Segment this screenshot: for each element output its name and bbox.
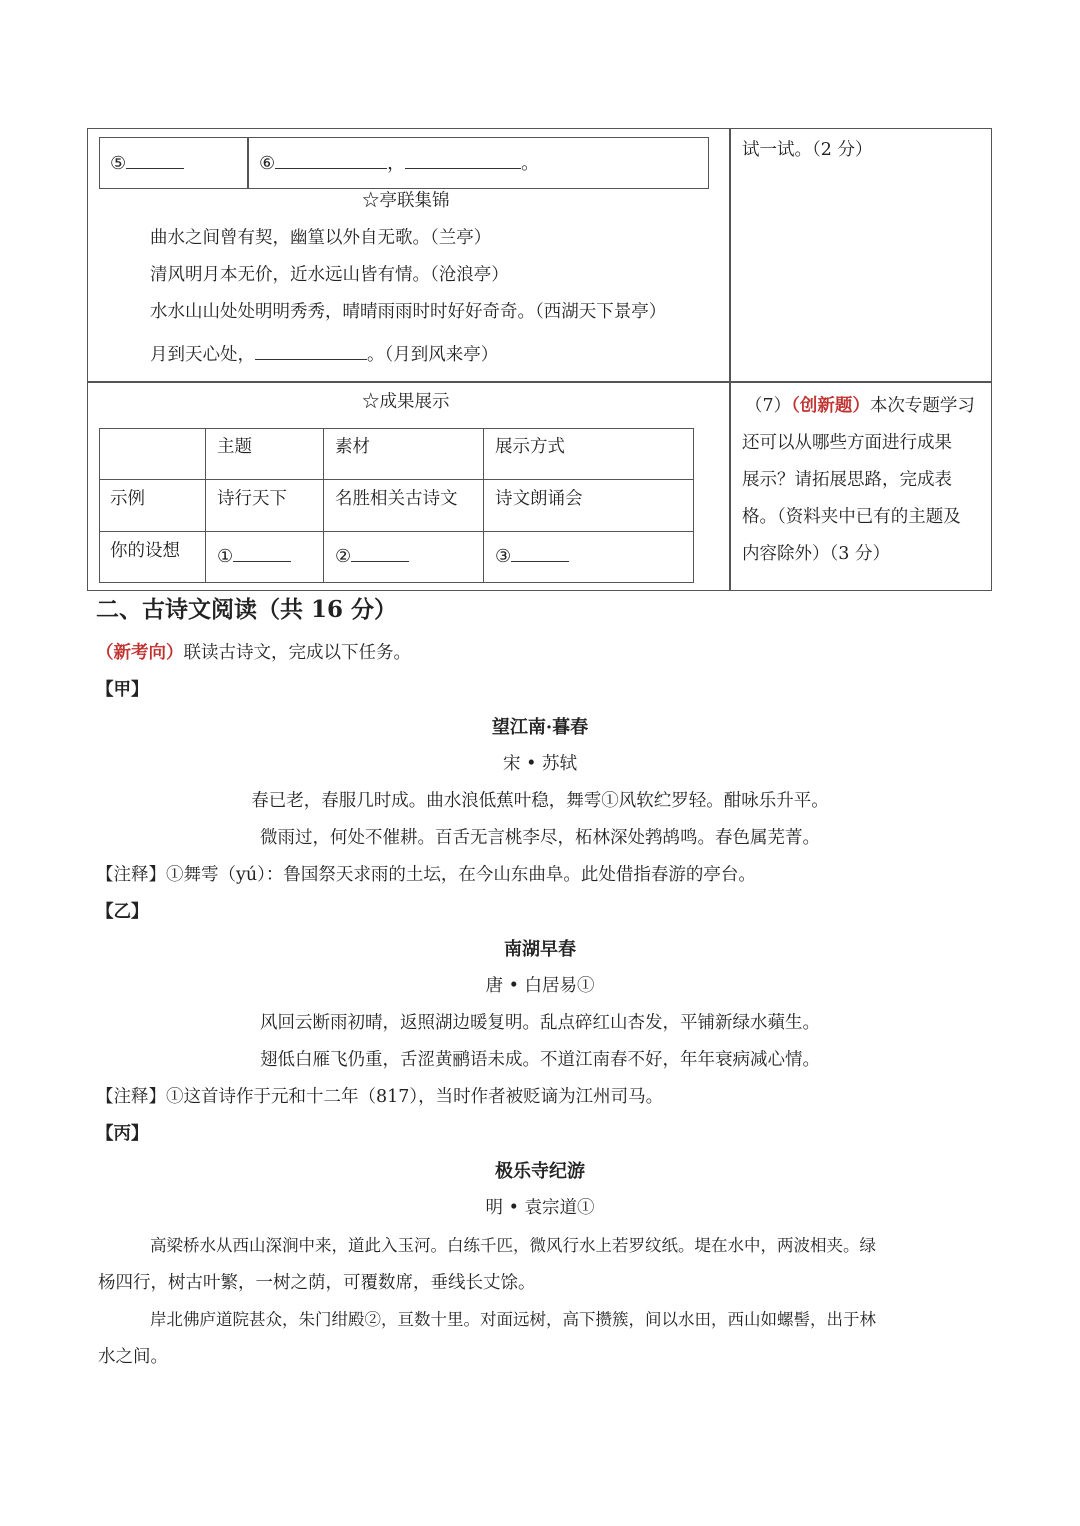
poem-yi-line-1: 风回云断雨初晴，返照湖边暖复明。乱点碎红山杏发，平铺新绿水蘋生。 [260, 1013, 820, 1033]
answer-6-label: ⑥ [259, 153, 276, 174]
poem-jia-title: 望江南·暮春 [491, 717, 589, 738]
answer-6-period: 。 [521, 153, 540, 174]
answer-5-label: ⑤ [110, 153, 127, 174]
question-7-tag: （创新题） [791, 396, 870, 416]
results-yours-label: 你的设想 [110, 541, 180, 561]
question-7-text-1: 本次专题学习 [869, 396, 975, 416]
question-7-line-5: 内容除外）（3 分） [742, 544, 890, 564]
label-jia: 【甲】 [96, 680, 149, 700]
answer-row-divider [247, 137, 249, 189]
results-row-line-2 [99, 531, 694, 532]
question-7-line-1 [745, 398, 975, 416]
results-col-line-2 [323, 428, 324, 583]
results-yours-3 [495, 543, 569, 566]
prose-bing-author: 明 • 袁宗道① [485, 1198, 595, 1218]
results-col-line-3 [483, 428, 484, 583]
couplet-line-4-suffix: 。（月到风来亭） [367, 345, 499, 365]
answer-6-blank-b[interactable] [405, 150, 521, 169]
results-row-line-1 [99, 479, 694, 480]
prose-bing-line-2: 杨四行，树古叶繁，一树之荫，可覆数席，垂线长丈馀。 [98, 1273, 536, 1293]
question-7-line-2: 还可以从哪些方面进行成果 [742, 433, 952, 453]
side-note-try: 试一试。（2 分） [742, 140, 873, 160]
answer-6 [259, 150, 539, 173]
poem-jia-note: 【注释】①舞雩（yú）：鲁国祭天求雨的土坛，在今山东曲阜。此处借指春游的亭台。 [96, 865, 756, 885]
poem-yi-author: 唐 • 白居易① [485, 976, 595, 996]
results-header-material: 素材 [335, 437, 370, 457]
answer-5-blank[interactable] [126, 150, 184, 169]
question-7-line-4: 格。（资料夹中已有的主题及 [742, 507, 961, 527]
results-example-format: 诗文朗诵会 [495, 489, 583, 509]
label-yi: 【乙】 [96, 902, 149, 922]
poem-jia-author: 宋 • 苏轼 [503, 754, 577, 774]
couplets-heading: ☆亭联集锦 [362, 191, 450, 211]
results-example-label: 示例 [110, 489, 145, 509]
couplet-line-3: 水水山山处处明明秀秀，晴晴雨雨时时好好奇奇。（西湖天下景亭） [150, 302, 667, 322]
label-bing: 【丙】 [96, 1124, 149, 1144]
poem-jia-line-1: 春已老，春服几时成。曲水浪低蕉叶稳，舞雩①风软纻罗轻。酣咏乐升平。 [251, 791, 829, 811]
results-yours-1-blank[interactable] [233, 543, 291, 562]
results-col-line-1 [205, 428, 206, 583]
couplet-line-4-prefix: 月到天心处， [150, 345, 255, 365]
poem-yi-line-2: 翅低白雁飞仍重，舌涩黄鹂语未成。不道江南春不好，年年衰病减心情。 [260, 1050, 820, 1070]
couplet-line-4 [150, 341, 498, 365]
couplet-line-2: 清风明月本无价，近水远山皆有情。（沧浪亭） [150, 265, 509, 285]
prose-bing-line-4: 水之间。 [98, 1347, 168, 1367]
poem-yi-title: 南湖早春 [504, 939, 576, 960]
section-2-title: 二、古诗文阅读（共 16 分） [96, 596, 398, 623]
answer-6-blank-a[interactable] [275, 150, 387, 169]
question-7-line-3: 展示？请拓展思路，完成表 [742, 470, 952, 490]
prose-bing-title: 极乐寺纪游 [495, 1161, 585, 1182]
results-example-theme: 诗行天下 [217, 489, 287, 509]
poem-jia-line-2: 微雨过，何处不催耕。百舌无言桃李尽，柘林深处鹁鸪鸣。春色属芜菁。 [260, 828, 820, 848]
results-example-material: 名胜相关古诗文 [335, 489, 458, 509]
row-divider [87, 381, 992, 383]
results-yours-1-marker: ① [217, 546, 234, 567]
results-header-theme: 主题 [217, 437, 252, 457]
section-2-tag: （新考向） [96, 643, 184, 663]
prose-bing-line-1: 高梁桥水从西山深涧中来，道此入玉河。白练千匹，微风行水上若罗纹纸。堤在水中，两波相夹。绿 [150, 1236, 876, 1255]
answer-6-comma: ， [387, 153, 406, 174]
results-yours-3-marker: ③ [495, 546, 512, 567]
couplet-blank[interactable] [255, 341, 367, 360]
results-yours-2 [335, 543, 409, 566]
section-2-instruction [96, 645, 411, 663]
answer-5 [110, 150, 184, 173]
poem-yi-note: 【注释】①这首诗作于元和十二年（817），当时作者被贬谪为江州司马。 [96, 1087, 664, 1107]
results-yours-2-marker: ② [335, 546, 352, 567]
couplet-line-1: 曲水之间曾有契，幽篁以外自无歌。（兰亭） [150, 228, 492, 248]
results-header-format: 展示方式 [495, 437, 565, 457]
right-column-divider [729, 128, 731, 591]
results-yours-3-blank[interactable] [511, 543, 569, 562]
section-2-instruction-text: 联读古诗文，完成以下任务。 [183, 643, 411, 663]
prose-bing-line-3: 岸北佛庐道院甚众，朱门绀殿②，亘数十里。对面远树，高下攒簇，间以水田，西山如螺髻，出于林 [150, 1310, 876, 1329]
results-heading: ☆成果展示 [362, 392, 450, 412]
results-yours-1 [217, 543, 291, 566]
question-7-number: （7） [745, 396, 792, 416]
results-yours-2-blank[interactable] [351, 543, 409, 562]
